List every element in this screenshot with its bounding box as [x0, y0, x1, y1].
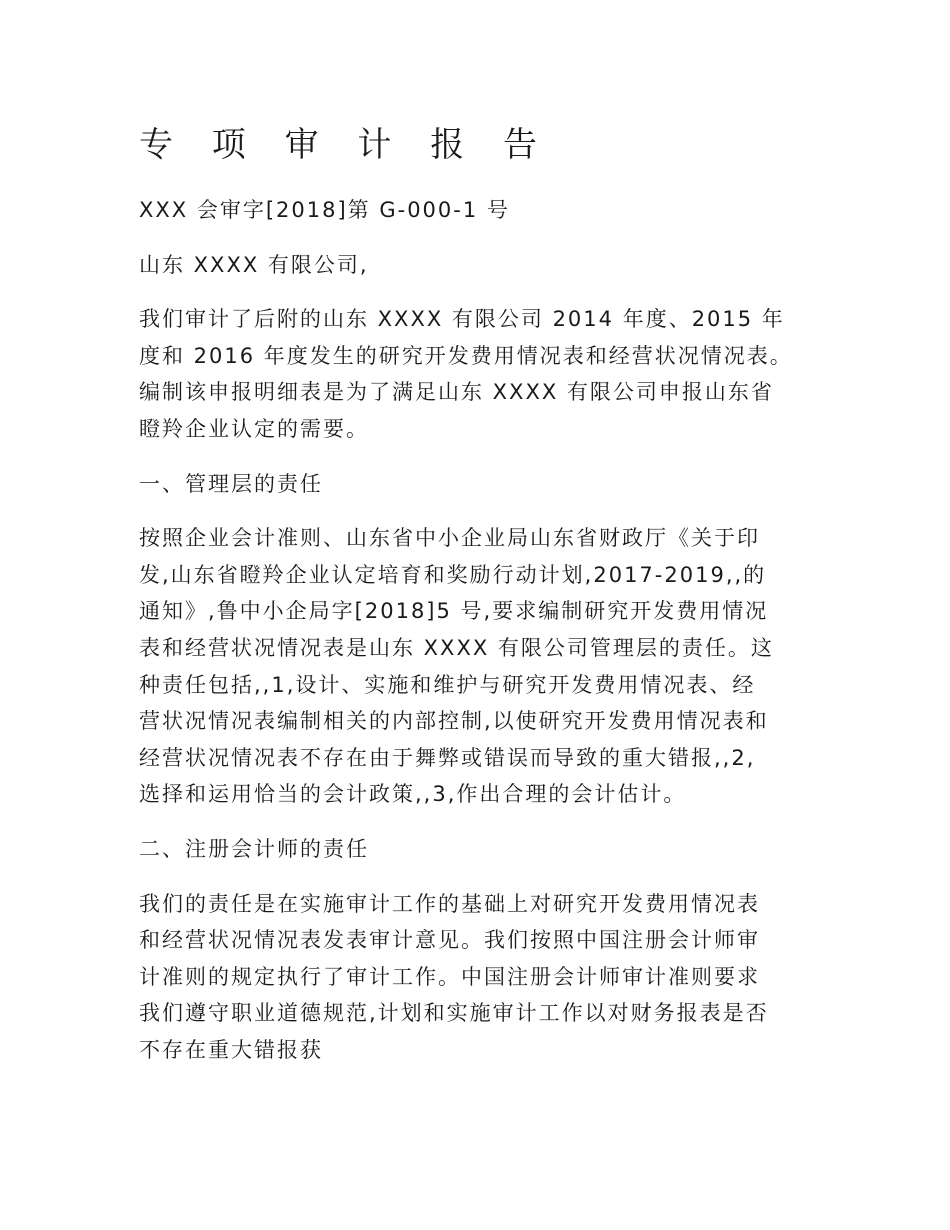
paragraph-line: 按照企业会计准则、山东省中小企业局山东省财政厅《关于印 [139, 526, 760, 551]
paragraph-line: 经营状况情况表不存在由于舞弊或错误而导致的重大错报,,2, [139, 745, 756, 770]
paragraph-line: 和经营状况情况表发表审计意见。我们按照中国注册会计师审 [139, 928, 760, 953]
paragraph-line: 我们审计了后附的山东 XXXX 有限公司 2014 年度、2015 年 [139, 307, 785, 332]
paragraph-line: 选择和运用恰当的会计政策,,3,作出合理的会计估计。 [139, 782, 687, 807]
section-heading-management: 一、管理层的责任 [139, 471, 323, 496]
document-body [139, 122, 811, 1086]
paragraph-line: 瞪羚企业认定的需要。 [139, 416, 369, 441]
auditor-responsibility-paragraph [139, 886, 811, 1069]
paragraph-line: 我们的责任是在实施审计工作的基础上对研究开发费用情况表 [139, 891, 760, 916]
paragraph-line: 表和经营状况情况表是山东 XXXX 有限公司管理层的责任。这 [139, 635, 774, 660]
report-title: 专 项 审 计 报 告 [139, 125, 552, 165]
paragraph-line: 不存在重大错报获 [139, 1037, 323, 1062]
paragraph-line: 我们遵守职业道德规范,计划和实施审计工作以对财务报表是否 [139, 1001, 769, 1026]
paragraph-line: 发,山东省瞪羚企业认定培育和奖励行动计划,2017-2019,,的 [139, 562, 767, 587]
paragraph-line: 计准则的规定执行了审计工作。中国注册会计师审计准则要求 [139, 964, 760, 989]
paragraph-line: 度和 2016 年度发生的研究开发费用情况表和经营状况情况表。 [139, 343, 793, 368]
intro-paragraph [139, 301, 811, 447]
paragraph-line: 通知》,鲁中小企局字[2018]5 号,要求编制研究开发费用情况 [139, 599, 769, 624]
paragraph-line: 编制该申报明细表是为了满足山东 XXXX 有限公司申报山东省 [139, 380, 774, 405]
addressee: 山东 XXXX 有限公司, [139, 252, 369, 277]
paragraph-line: 营状况情况表编制相关的内部控制,以使研究开发费用情况表和 [139, 709, 769, 734]
paragraph-line: 种责任包括,,1,设计、实施和维护与研究开发费用情况表、经 [139, 672, 756, 697]
management-responsibility-paragraph [139, 520, 811, 813]
section-heading-auditor: 二、注册会计师的责任 [139, 836, 369, 861]
document-number: XXX 会审字[2018]第 G-000-1 号 [139, 198, 510, 222]
